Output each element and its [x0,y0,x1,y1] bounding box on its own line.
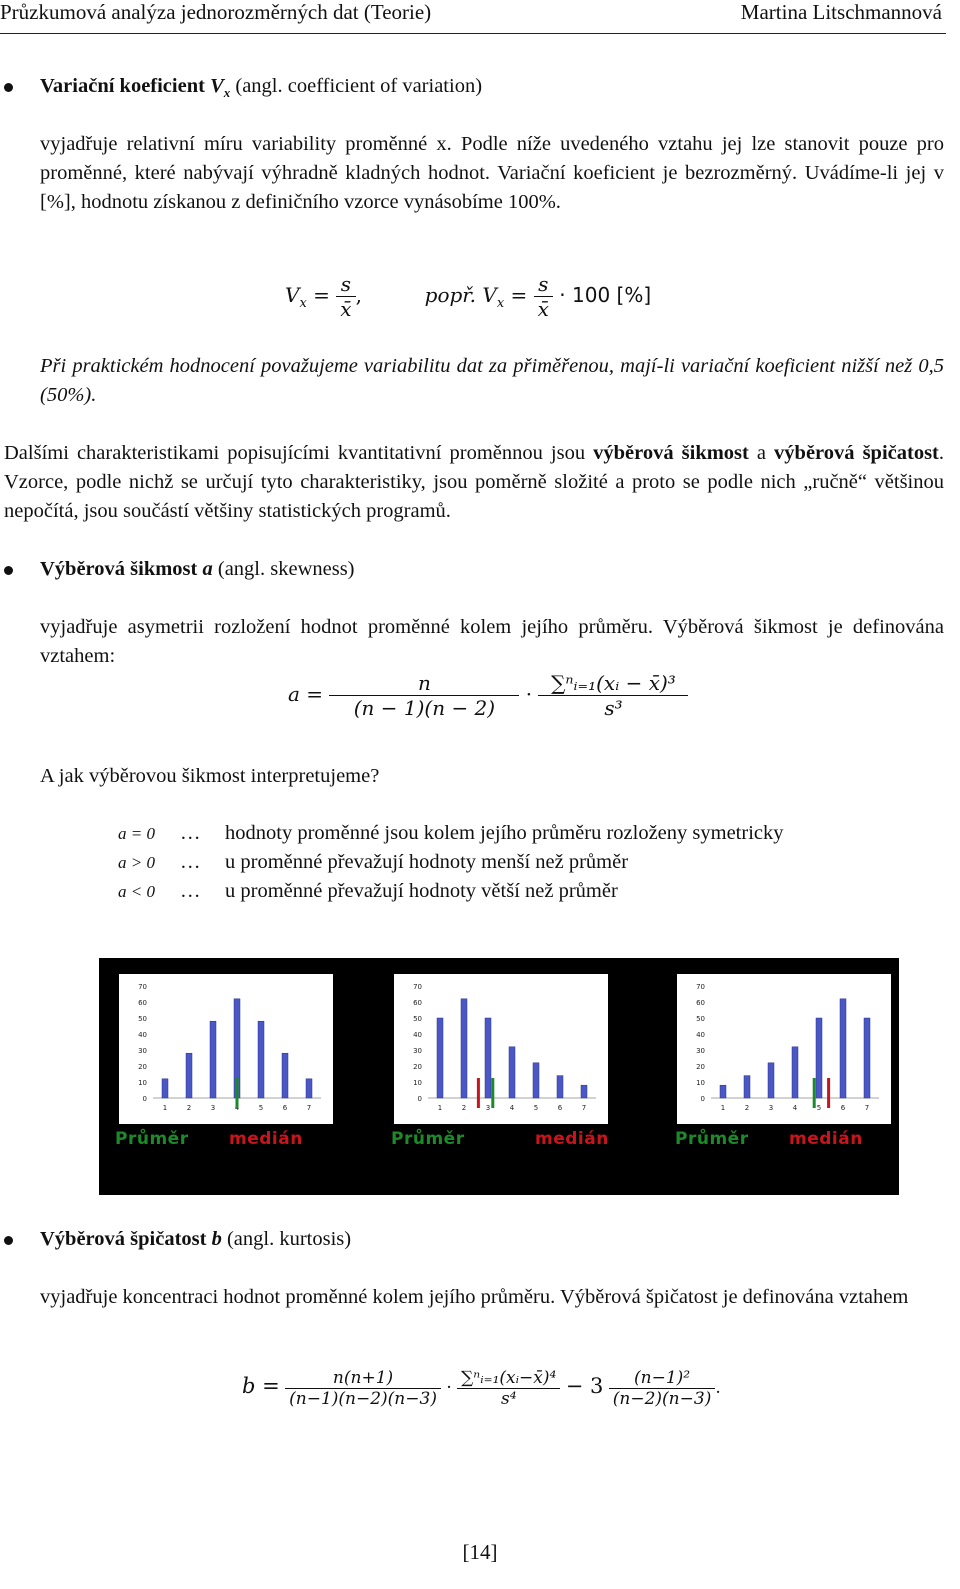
y-tick-label: 30 [413,1047,422,1055]
y-tick-label: 10 [696,1079,705,1087]
histogram-bar [792,1047,798,1098]
x-tick-label: 6 [557,1104,563,1112]
running-header-title: Průzkumová analýza jednorozměrných dat (Teorie) [0,0,432,24]
histogram-bar [186,1053,192,1098]
y-tick-label: 70 [138,983,147,991]
x-tick-label: 5 [816,1104,822,1112]
histogram-bar [533,1063,539,1098]
cv-bullet-heading [40,72,482,101]
median-marker [827,1078,830,1108]
histogram-chart [677,974,891,1124]
legend-median: medián [789,1129,863,1149]
x-tick-label: 6 [840,1104,846,1112]
cv-formula: $V_x$ = $\frac{s}{x̄}$ , popř. $V_x$ = $\frac{s}{x̄}$ · 100 [%] [285,272,652,321]
cv-interpretation-note: Při praktickém hodnocení považujeme variabilitu dat za přiměřenou, mají-li variační koeficient nižší než 0,5 (50%). [40,355,944,406]
histogram-chart [119,974,333,1124]
y-tick-label: 60 [138,999,147,1007]
y-tick-label: 70 [413,983,422,991]
header-rule [0,33,946,34]
bullet-dot [4,566,13,575]
y-tick-label: 70 [696,983,705,991]
x-tick-label: 7 [581,1104,587,1112]
x-tick-label: 7 [306,1104,312,1112]
histogram-bar [162,1079,168,1098]
histogram-bar [816,1018,822,1098]
legend-mean: Průměr [675,1129,749,1149]
mean-marker [491,1078,494,1108]
x-tick-label: 7 [864,1104,870,1112]
x-tick-label: 6 [282,1104,288,1112]
median-marker [477,1078,480,1108]
histogram-bar [306,1079,312,1098]
x-tick-label: 4 [509,1104,515,1112]
y-tick-label: 60 [413,999,422,1007]
y-tick-label: 40 [696,1031,705,1039]
histogram-chart [394,974,608,1124]
mean-marker [813,1078,816,1108]
histogram-bar [720,1085,726,1098]
skewness-figure [99,958,899,1195]
y-tick-label: 10 [138,1079,147,1087]
x-tick-label: 1 [437,1104,443,1112]
kurt-symbol: b [211,1228,222,1250]
cv-note: (angl. coefficient of variation) [235,75,483,97]
skew-case-row: a < 0 … u proměnné převažují hodnoty větší než průměr [118,880,618,902]
x-tick-label: 2 [744,1104,750,1112]
skew-question: A jak výběrovou šikmost interpretujeme? [40,765,380,787]
y-tick-label: 0 [142,1095,147,1103]
y-tick-label: 20 [413,1063,422,1071]
bullet-dot [4,1236,13,1245]
histogram-bar [581,1085,587,1098]
histogram-bar [744,1076,750,1098]
histogram-bar [437,1018,443,1098]
y-tick-label: 20 [138,1063,147,1071]
kurt-formula: b = $\frac{n(n+1)}{(n-1)(n-2)(n-3)}$ · $\frac{\text{∑ⁿᵢ₌₁(xᵢ−x̄)⁴}}{\text{s⁴}}$ − 3 $\frac{\text{(n−1)²}}{(n-2)(n-3)}$ . [242,1368,721,1409]
histogram-bar [258,1021,264,1098]
y-tick-label: 50 [696,1015,705,1023]
y-tick-label: 20 [696,1063,705,1071]
y-tick-label: 60 [696,999,705,1007]
histogram-bar [864,1018,870,1098]
x-tick-label: 1 [720,1104,726,1112]
histogram-bar [509,1047,515,1098]
skew-formula: a = $\frac{n}{(n - 1)(n - 2)}$ · $\frac{\text{∑ⁿᵢ₌₁(xᵢ − x̄)³}}{\text{s³}}$ [288,671,688,720]
cv-description: vyjadřuje relativní míru variability proměnné x. Podle níže uvedeného vztahu jej lze stanovit pouze pro proměnné, které nabývají výhradně kladných hodnot. Variační koeficient je bezrozměrný. Uvádíme-li jej v [%], hodnotu získanou z definičního vzorce vynásobíme 100%. [40,133,944,213]
skew-symbol: a [202,558,213,580]
x-tick-label: 3 [210,1104,216,1112]
y-tick-label: 0 [417,1095,422,1103]
legend-mean: Průměr [391,1129,465,1149]
histogram-panel-symmetric [119,974,333,1124]
histogram-panel-right-skewed [394,974,608,1124]
y-tick-label: 40 [138,1031,147,1039]
histogram-bar [485,1018,491,1098]
x-tick-label: 2 [461,1104,467,1112]
page-number: [14] [462,1540,498,1564]
kurt-note: (angl. kurtosis) [226,1228,352,1250]
x-tick-label: 4 [792,1104,798,1112]
x-tick-label: 1 [162,1104,168,1112]
histogram-bar [282,1053,288,1098]
mean-marker [236,1078,239,1108]
x-tick-label: 3 [485,1104,491,1112]
cv-symbol: $V_x$ [210,75,231,101]
x-tick-label: 5 [258,1104,264,1112]
y-tick-label: 10 [413,1079,422,1087]
y-tick-label: 40 [413,1031,422,1039]
histogram-bar [768,1063,774,1098]
histogram-bar [461,999,467,1098]
x-tick-label: 2 [186,1104,192,1112]
kurt-description: vyjadřuje koncentraci hodnot proměnné kolem jejího průměru. Výběrová špičatost je definována vztahem [40,1286,909,1308]
skew-case-row: a > 0 … u proměnné převažují hodnoty menší než průměr [118,851,629,873]
y-tick-label: 50 [138,1015,147,1023]
intro-paragraph: Dalšími charakteristikami popisujícími kvantitativní proměnnou jsou výběrová šikmost a výběrová špičatost. Vzorce, podle nichž se určují tyto charakteristiky, jsou poměrně složité a proto se podle nich „ručně“ většinou nepočítá, jsou součástí většiny statistických programů. [4,442,944,522]
legend-median: medián [535,1129,609,1149]
y-tick-label: 30 [138,1047,147,1055]
legend-median: medián [229,1129,303,1149]
histogram-panel-left-skewed [677,974,891,1124]
y-tick-label: 50 [413,1015,422,1023]
skew-case-row: a = 0 … hodnoty proměnné jsou kolem jejího průměru rozloženy symetricky [118,822,784,844]
x-tick-label: 5 [533,1104,539,1112]
running-header-author: Martina Litschmannová [740,0,942,24]
legend-mean: Průměr [115,1129,189,1149]
kurt-title: Výběrová špičatost [40,1228,207,1250]
cv-title: Variační koeficient [40,75,205,97]
y-tick-label: 0 [700,1095,705,1103]
histogram-bar [840,999,846,1098]
skew-note: (angl. skewness) [217,558,355,580]
histogram-bar [210,1021,216,1098]
histogram-bar [557,1076,563,1098]
skew-description: vyjadřuje asymetrii rozložení hodnot proměnné kolem jejího průměru. Výběrová šikmost je definována vztahem: [40,616,944,667]
x-tick-label: 3 [768,1104,774,1112]
skew-bullet-heading [40,555,355,584]
y-tick-label: 30 [696,1047,705,1055]
kurt-bullet-heading [40,1225,351,1254]
bullet-dot [4,83,13,92]
skew-title: Výběrová šikmost [40,558,198,580]
